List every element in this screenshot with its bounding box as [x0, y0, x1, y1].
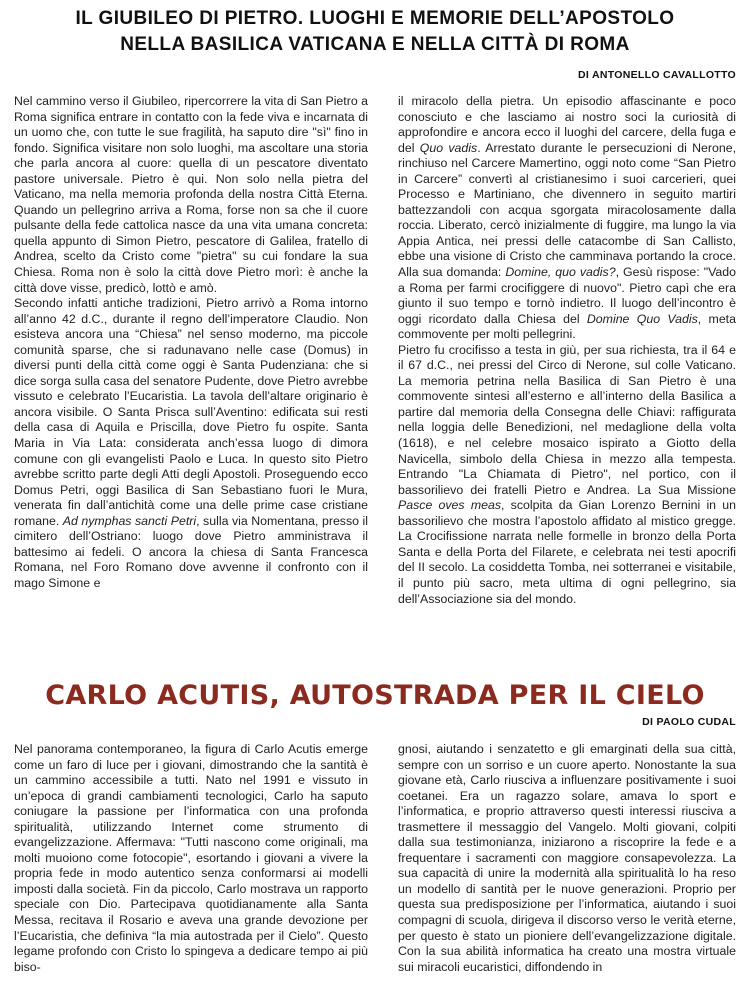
- article2-title: CARLO ACUTIS, AUTOSTRADA PER IL CIELO: [45, 680, 705, 711]
- paragraph: il miracolo della pietra. Un episodio affascinante e poco conosciuto e che lasciamo ai nostro soci la curiosità di approfondire e ancora ecco il luoghi del carcere, della fuga e del Quo vadis. Arrestato durante le persecuzioni di Nerone, rinchiuso nel Carcere Mamertino, oggi noto come “San Pietro in Carcere” convertì al cristianesimo i suoi carcerieri, quei Processo e Martiniano, che divennero in seguito martiri battezzandoli con acqua sgorgata miracolosamente dalla roccia. Liberato, cercò inizialmente di fuggire, ma lungo la via Appia Antica, nei pressi delle catacombe di San Callisto, ebbe una visione di Cristo che camminava portando la croce. Alla sua domanda: Domine, quo vadis?, Gesù rispose: "Vado a Roma per farmi crocifiggere di nuovo". Pietro capì che era giunto il suo tempo e tornò indietro. Il luogo dell’incontro è oggi ricordato dalla Chiesa del Domine Quo Vadis, meta commovente per molti pellegrini.: [398, 94, 737, 342]
- article1-column-left: [14, 94, 368, 592]
- article2-column-left: [14, 742, 368, 975]
- article2-author: DI PAOLO CUDAL: [642, 716, 736, 728]
- article1-title: [0, 6, 750, 58]
- article1-column-right: [398, 94, 736, 607]
- paragraph: Nel cammino verso il Giubileo, ripercorrere la vita di San Pietro a Roma significa entrare in contatto con la fede viva e incarnata di un uomo che, con tutte le sue fragilità, ha saputo dire "sì" fino in fondo. Significa visitare non solo luoghi, ma ascoltare una storia che parla ancora al cuore: quella di un pescatore diventato pastore universale. Pietro è qui. Non solo nella pietra del Vaticano, ma nella memoria profonda della nostra Città Eterna. Quando un pellegrino arriva a Roma, forse non sa che il cuore pulsante della fede cattolica nasce da una vita umana concreta: quella appunto di Simon Pietro, pescatore di Galilea, fratello di Andrea, scelto da Cristo come "pietra" su cui fondare la sua Chiesa. Roma non è solo la città dove Pietro morì: è anche la città dove visse, predicò, lottò e amò.: [14, 94, 368, 295]
- article1-title-line2: NELLA BASILICA VATICANA E NELLA CITTÀ DI ROMA: [120, 34, 630, 55]
- paragraph: Pietro fu crocifisso a testa in giù, per sua richiesta, tra il 64 e il 67 d.C., nei pressi del Circo di Nerone, sul colle Vaticano. La memoria petrina nella Basilica di San Pietro è una commovente sintesi all’esterno e all’interno della Basilica a partire dal memoria della Consegna delle Chiavi: raffigurata nella loggia delle Benedizioni, nel medaglione della volta (1618), e nel celebre mosaico ispirato a Giotto della Navicella, simbolo della Chiesa in mezzo alla tempesta. Entrando "La Chiamata di Pietro", nel portico, con il bassorilievo dei fratelli Pietro e Andrea. La Sua Missione Pasce oves meas, scolpita da Gian Lorenzo Bernini in un bassorilievo che mostra l’apostolo affidato al mistico gregge. La Crocifissione narrata nelle formelle in bronzo della Porta Santa e della Porta del Filarete, e celebrata nei testi apocrifi del II secolo. La cosiddetta Tomba, nei sotterranei e visitabile, il punto più sacro, meta ultima di ogni pellegrino, sia dell’Associazione sia del mondo.: [398, 342, 736, 606]
- article1-title-line1: IL GIUBILEO DI PIETRO. LUOGHI E MEMORIE DELL’APOSTOLO: [75, 8, 675, 29]
- paragraph: gnosi, aiutando i senzatetto e gli emarginati della sua città, sempre con un sorriso e un cuore aperto. Nonostante la sua giovane età, Carlo riusciva a influenzare positivamente i suoi coetanei. Era un ragazzo solare, amava lo sport e l’informatica, e proprio attraverso questi interessi riusciva a trasmettere il messaggio del Vangelo. Molti giovani, colpiti dalla sua testimonianza, iniziarono a riscoprire la fede e a frequentare i sacramenti con maggiore consapevolezza. La sua capacità di unire la modernità alla spiritualità lo ha reso un modello di santità per le nuove generazioni. Proprio per questa sua predisposizione per l’informatica, aiutando i suoi compagni di scuola, dirigeva il discorso verso le verità eterne, per questo è stato un pioniere dell’evangelizzazione digitale. Con la sua abilità informatica ha creato una mostra virtuale sui miracoli eucaristici, diffondendo in: [398, 742, 736, 974]
- article1-author: DI ANTONELLO CAVALLOTTO: [578, 69, 736, 81]
- paragraph: Nel panorama contemporaneo, la figura di Carlo Acutis emerge come un faro di luce per i giovani, dimostrando che la santità è un cammino accessibile a tutti. Nato nel 1991 e vissuto in un’epoca di grandi cambiamenti tecnologici, Carlo ha saputo coniugare la passione per l’informatica con una profonda spiritualità, utilizzando Internet come strumento di evangelizzazione. Affermava: "Tutti nascono come originali, ma molti muoiono come fotocopie", esortando i giovani a vivere la propria fede in modo autentico senza conformarsi ai modelli imposti dalla società. Fin da piccolo, Carlo mostrava un rapporto speciale con Dio. Partecipava quotidianamente alla Santa Messa, recitava il Rosario e aveva una grande devozione per l’Eucaristia, che definiva “la mia autostrada per il Cielo”. Questo legame profondo con Cristo lo spingeva a dedicare tempo ai più biso-: [14, 742, 368, 974]
- article2-column-right: [398, 742, 736, 975]
- paragraph: Secondo infatti antiche tradizioni, Pietro arrivò a Roma intorno all’anno 42 d.C., durante il regno dell’imperatore Claudio. Non esisteva ancora una “Chiesa” nel senso moderno, ma piccole comunità sparse, che si radunavano nelle case (Domus) in diversi punti della città come oggi è Santa Pudenziana: che si dice sorga sulla casa del senatore Pudente, dove Pietro avrebbe vissuto e celebrato l’Eucaristia. La tavola dell’altare originario è ancora visibile. O Santa Prisca sull’Aventino: edificata sui resti della casa di Aquila e Priscilla, dove Pietro fu ospite. Santa Maria in Via Lata: considerata anch’essa luogo di dimora comune con gli evangelisti Paolo e Luca. In questo sito Pietro avrebbe scritto parte degli Atti degli Apostoli. Proseguendo ecco Domus Petri, oggi Basilica di San Sebastiano fuori le Mura, venerata fin dall’antichità come una delle prime case cristiane romane. Ad nymphas sancti Petri, sulla via Nomentana, presso il cimitero dell’Ostriano: luogo dove Pietro amministrava il battesimo ai fedeli. O ancora la chiesa di Santa Francesca Romana, nel Foro Romano dove avvenne il confronto con il mago Simone e: [14, 296, 369, 590]
